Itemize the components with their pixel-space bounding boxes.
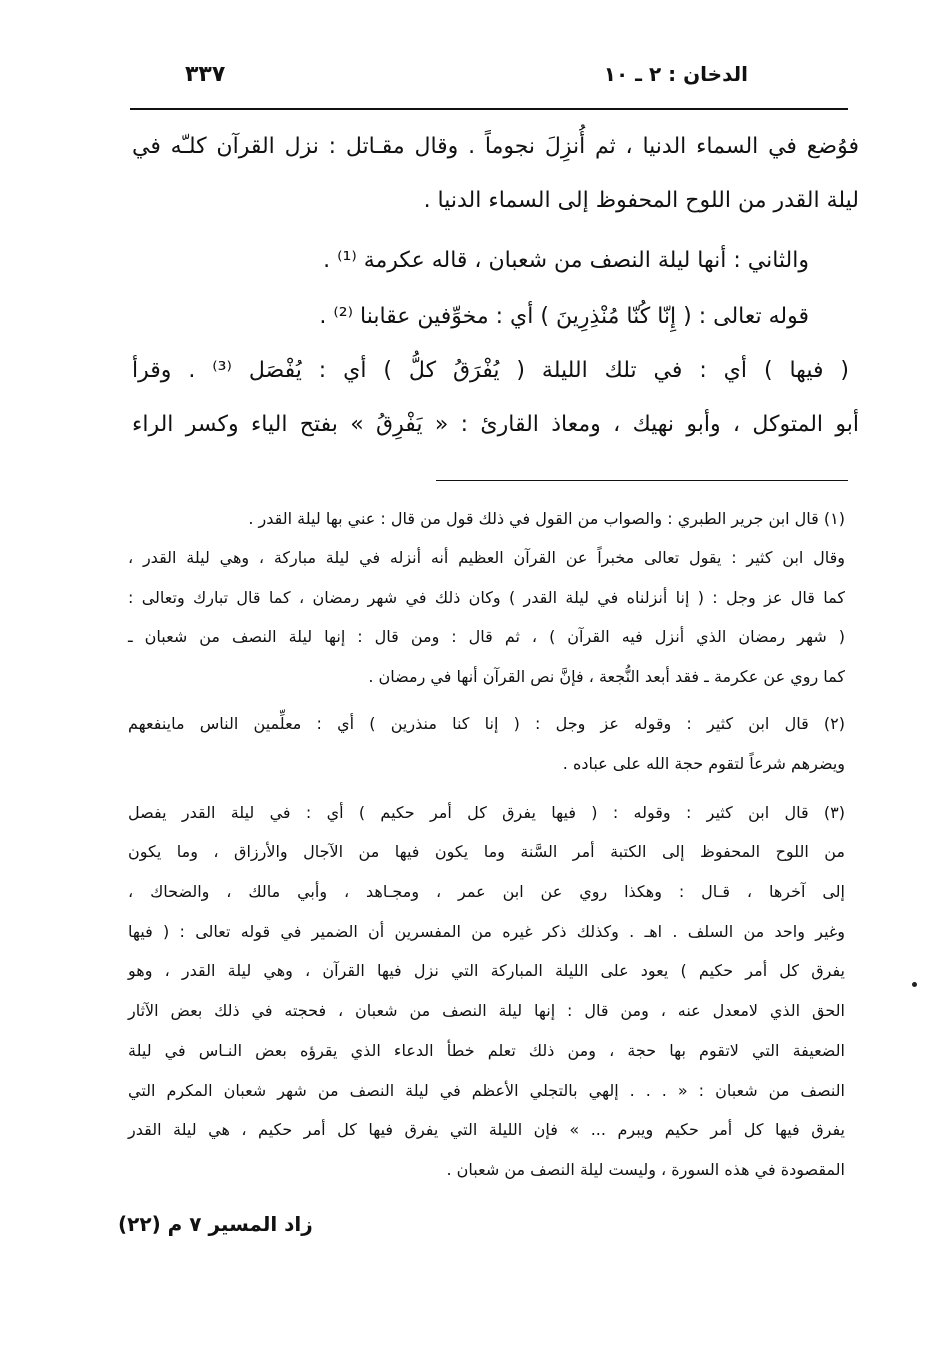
footnote-line: المقصودة في هذه السورة ، وليست ليلة النصف من شعبان . [446, 1160, 845, 1179]
margin-dot [912, 982, 917, 987]
main-line: أبو المتوكل ، وأبو نهيك ، ومعاذ القارئ : « يَفْرِقُ » بفتح الياء وكسر الراء [132, 412, 859, 437]
main-line: ليلة القدر من اللوح المحفوظ إلى السماء الدنيا . [423, 188, 859, 213]
footnote-line: يفرق فيها كل أمر حكيم ويبرم ... » فإن الليلة التي يفرق فيها كل أمر حكيم ، هي ليلة القدر [128, 1120, 845, 1139]
footnote-line: كما قال عز وجل : ( إنا أنزلناه في ليلة القدر ) وكان ذلك في شهر رمضان ، كما قال تبارك وتعالى : [128, 588, 845, 607]
footnote-separator [436, 480, 848, 481]
footnote-line: ( شهر رمضان الذي أنزل فيه القرآن ) ، ثم قال : ومن قال : إنها ليلة النصف من شعبان ـ [128, 627, 845, 646]
page-number: ٣٣٧ [185, 62, 226, 87]
footnote-line: وغير واحد من السلف . اهـ . وكذلك ذكر غيره من المفسرين أن الضمير في قوله تعالى : ( فيها [128, 922, 845, 941]
running-title: الدخان : ٢ ـ ١٠ [603, 62, 748, 86]
footnote-line: كما روي عن عكرمة ـ فقد أبعد النُّجعة ، فإنَّ نص القرآن أنها في رمضان . [368, 667, 845, 686]
main-line: قوله تعالى : ( إِنّا كُنّا مُنْذِرِينَ ) أي : مخوِّفين عقابنا ⁽²⁾ . [319, 304, 809, 329]
signature-line: زاد المسير ٧ م (٢٢) [118, 1212, 313, 1236]
footnote-line: يفرق كل أمر حكيم ) يعود على الليلة المباركة التي نزل فيها القرآن ، وهي ليلة القدر ، وهو [128, 961, 845, 980]
footnote-line: إلى آخرها ، قـال : وهكذا روي عن ابن عمر ، ومجـاهد ، وأبي مالك ، والضحاك ، [128, 882, 845, 901]
main-line: فوُضع في السماء الدنيا ، ثم أُنزِلَ نجوماً . وقال مقـاتل : نزل القرآن كلـّه في [132, 134, 859, 159]
footnote-line: النصف من شعبان : « . . . إلهي بالتجلي الأعظم في ليلة النصف من شهر شعبان المكرم التي [128, 1081, 845, 1100]
main-line: والثاني : أنها ليلة النصف من شعبان ، قاله عكرمة ⁽¹⁾ . [323, 248, 809, 273]
footnote-line: الضعيفة التي لاتقوم بها حجة ، ومن ذلك تعلم خطأ الدعاء الذي يقرؤه بعض النـاس في ليلة [128, 1041, 845, 1060]
footnote-line: (٢) قال ابن كثير : وقوله عز وجل : ( إنا كنا منذرين ) أي : معلِّمين الناس ماينفعهم [128, 714, 845, 733]
footnote-line: الحق الذي لامعدل عنه ، ومن قال : إنها ليلة النصف من شعبان ، فحجته في ذلك بعض الآثار [128, 1001, 845, 1020]
page-header [130, 60, 848, 96]
header-rule [130, 108, 848, 110]
footnote-line: ويضرهم شرعاً لتقوم حجة الله على عباده . [562, 754, 845, 773]
footnote-line: من اللوح المحفوظ إلى الكتبة أمر السَّنة وما يكون فيها من الآجال والأرزاق ، وما يكون [128, 842, 845, 861]
footnote-line: (١) قال ابن جرير الطبري : والصواب من القول في ذلك قول من قال : عني بها ليلة القدر . [248, 509, 845, 528]
footnote-line: وقال ابن كثير : يقول تعالى مخبراً عن القرآن العظيم أنه أنزله في ليلة مباركة ، وهي ليلة القدر ، [128, 548, 845, 567]
footnote-line: (٣) قال ابن كثير : وقوله : ( فيها يفرق كل أمر حكيم ) أي : في ليلة القدر يفصل [128, 803, 845, 822]
main-line: ( فيها ) أي : في تلك الليلة ( يُفْرَقُ كلُّ ) أي : يُفْصَل ⁽³⁾ . وقرأ [132, 358, 849, 383]
